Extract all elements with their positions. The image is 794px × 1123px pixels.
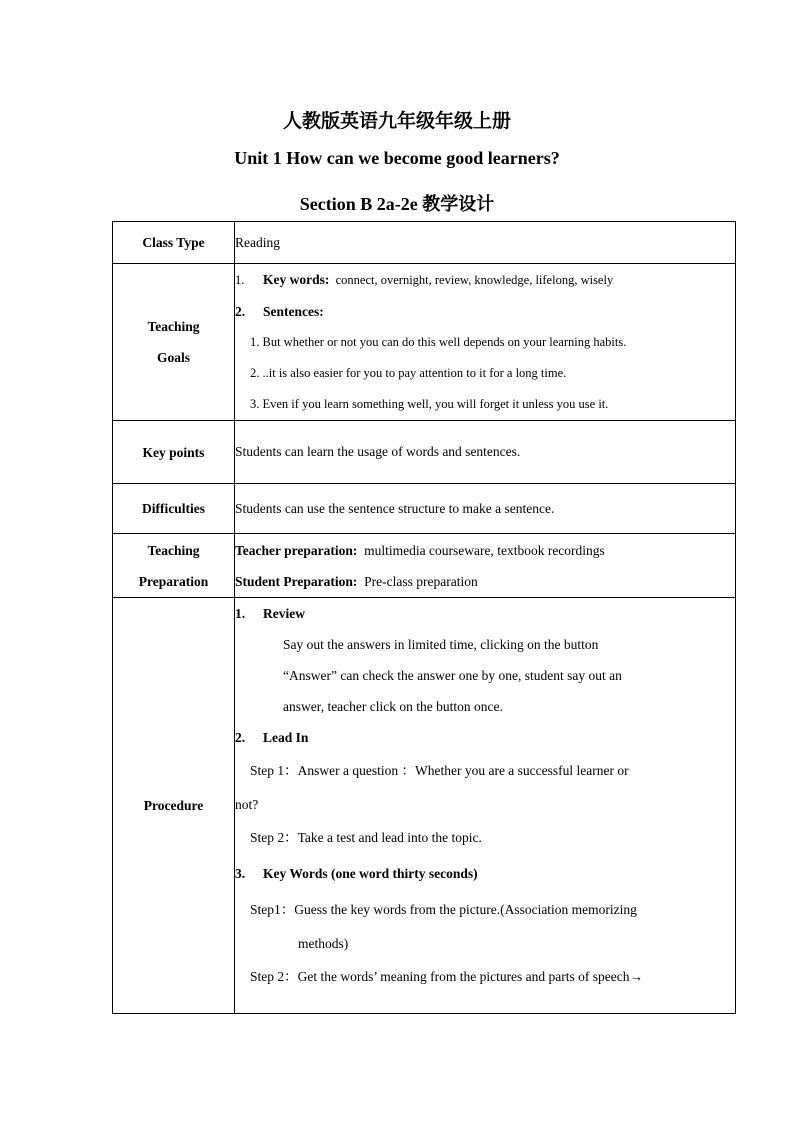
row-key-points <box>113 421 736 484</box>
section-code: Section B 2a-2e <box>299 194 418 214</box>
review-line-3: answer, teacher click on the button once. <box>283 699 503 714</box>
goal-key-words-text: connect, overnight, review, knowledge, lifelong, wisely <box>335 273 614 287</box>
procedure-key-words-head: Key Words (one word thirty seconds) <box>263 866 478 881</box>
key-points-value: Students can learn the usage of words and sentences. <box>235 421 736 484</box>
student-preparation-head: Student Preparation: <box>235 573 358 589</box>
row-teaching-preparation <box>113 534 736 598</box>
goal-sentences-head: Sentences: <box>263 304 324 319</box>
teaching-goals-label-line2: Goals <box>156 350 190 365</box>
goal-sentence-1: 1. But whether or not you can do this well depends on your learning habits. <box>250 335 627 349</box>
key-words-step1-b: methods) <box>298 936 349 951</box>
goal-sentences <box>235 296 735 327</box>
difficulties-value: Students can use the sentence structure to make a sentence. <box>235 484 736 534</box>
teaching-goals-label-line1: Teaching <box>147 319 200 334</box>
teaching-goals-label <box>113 264 235 421</box>
goal-sentences-num: 2. <box>235 304 246 319</box>
goal-key-words <box>235 264 735 296</box>
row-teaching-goals <box>113 264 736 421</box>
lead-in-step2: Step 2：Take a test and lead into the topic. <box>250 830 482 845</box>
procedure-key-words <box>235 856 735 892</box>
row-class-type <box>113 222 736 264</box>
teacher-preparation-text: multimedia courseware, textbook recordings <box>364 542 605 558</box>
lead-in-step1-a: Step 1：Answer a question ：Whether you are a successful learner or <box>250 763 629 778</box>
teaching-preparation-label-line2: Preparation <box>138 573 209 589</box>
class-type-value: Reading <box>235 222 736 264</box>
procedure-review-num: 1. <box>235 606 246 621</box>
review-line-2: “Answer” can check the answer one by one, student say out an <box>283 668 622 683</box>
procedure-key-words-num: 3. <box>235 866 246 881</box>
teaching-preparation-label <box>113 534 235 598</box>
goal-sentence-3: 3. Even if you learn something well, you will forget it unless you use it. <box>250 397 609 411</box>
lesson-plan-table <box>112 221 736 1014</box>
procedure-lead-in-head: Lead In <box>263 730 309 745</box>
procedure-review-head: Review <box>263 606 305 621</box>
procedure-label: Procedure <box>113 598 235 1014</box>
unit-title: Unit 1 How can we become good learners? <box>234 148 560 168</box>
teaching-goals-content <box>235 264 736 421</box>
goal-sentence-2: 2. ..it is also easier for you to pay attention to it for a long time. <box>250 366 567 380</box>
section-title <box>0 190 794 216</box>
teacher-preparation <box>235 535 735 566</box>
document-title: 人教版英语九年级年级上册 <box>282 110 511 132</box>
key-words-step1-a: Step1：Guess the key words from the picture.(Association memorizing <box>250 902 637 917</box>
student-preparation-text: Pre-class preparation <box>364 573 478 589</box>
row-procedure <box>113 598 736 1014</box>
key-words-step2: Step 2：Get the words’ meaning from the pictures and parts of speech→ <box>250 969 644 984</box>
procedure-content <box>235 598 736 1014</box>
procedure-lead-in <box>235 722 735 753</box>
student-preparation <box>235 566 735 597</box>
procedure-review <box>235 598 735 629</box>
lead-in-step1-b: not? <box>235 797 259 812</box>
procedure-lead-in-num: 2. <box>235 730 246 745</box>
teaching-preparation-label-line1: Teaching <box>147 542 200 558</box>
section-subtitle: 教学设计 <box>422 194 495 215</box>
difficulties-label: Difficulties <box>113 484 235 534</box>
goal-key-words-head: Key words: <box>263 272 330 287</box>
teacher-preparation-head: Teacher preparation: <box>235 542 358 558</box>
review-line-1: Say out the answers in limited time, clicking on the button <box>283 637 599 652</box>
goal-key-words-num: 1. <box>235 273 245 287</box>
teaching-preparation-content <box>235 534 736 598</box>
class-type-label: Class Type <box>113 222 235 264</box>
key-points-label: Key points <box>113 421 235 484</box>
row-difficulties <box>113 484 736 534</box>
